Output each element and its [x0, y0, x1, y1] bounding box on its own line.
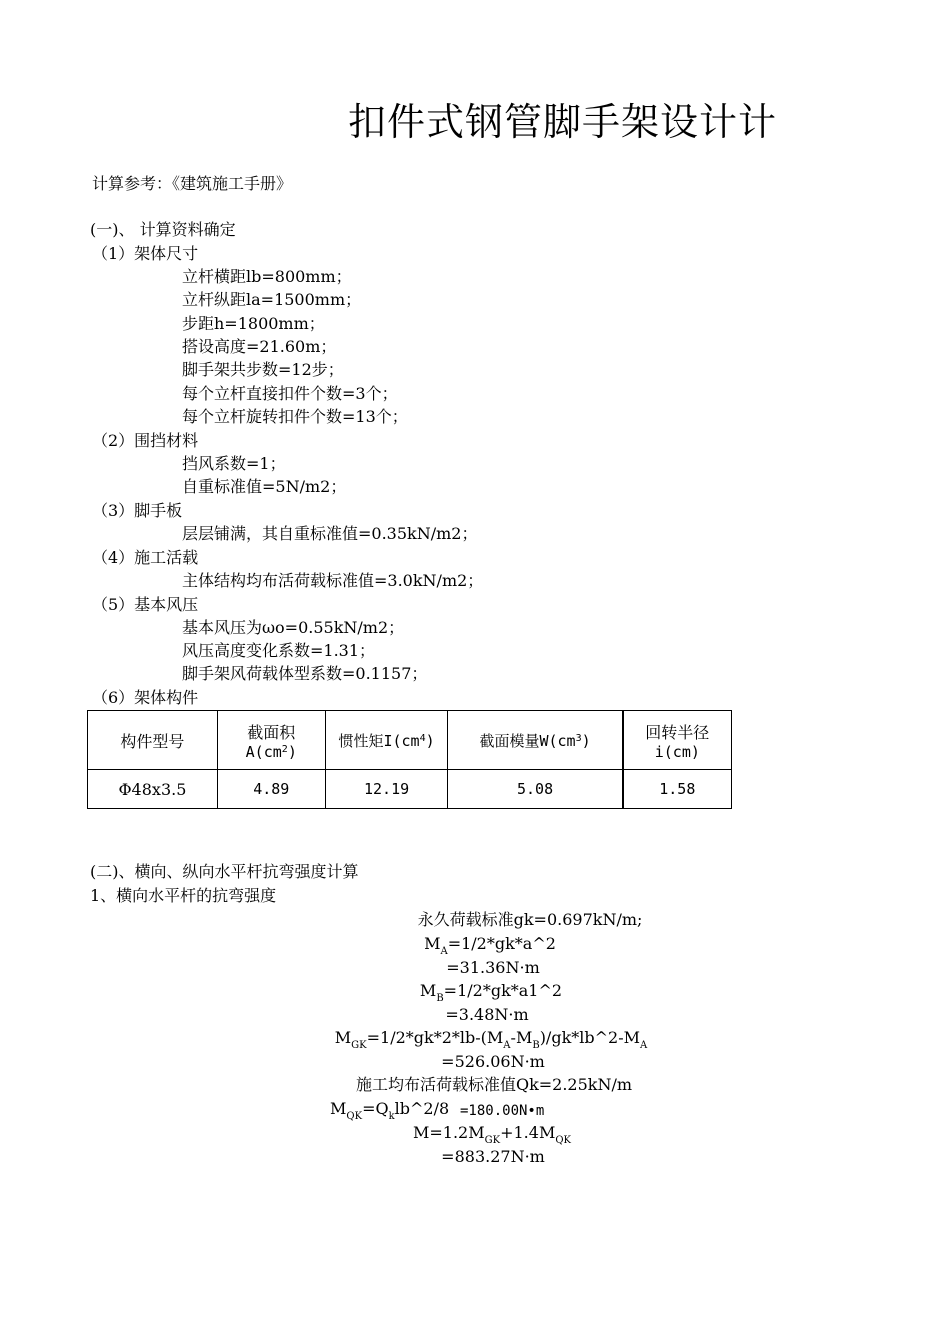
enclosure-line: 自重标准值=5N/m2；: [182, 477, 347, 496]
cell-area: 4.89: [217, 770, 325, 809]
calc-ma-value: =31.36N·m: [446, 958, 540, 977]
live-load-heading: （4）施工活载: [92, 548, 199, 567]
enclosure-heading: （2）围挡材料: [92, 431, 199, 450]
wind-heading: （5）基本风压: [92, 595, 199, 614]
cell-radius: 1.58: [623, 770, 732, 809]
reference-line: 计算参考：《建筑施工手册》: [92, 174, 293, 193]
document-title: 扣件式钢管脚手架设计计: [348, 100, 778, 144]
board-heading: （3）脚手板: [92, 501, 183, 520]
table-row: [88, 770, 732, 809]
frame-line: 搭设高度=21.60m；: [182, 337, 337, 356]
section2-heading: (二)、横向、纵向水平杆抗弯强度计算: [90, 862, 359, 881]
calc-m-value: =883.27N·m: [441, 1147, 545, 1166]
cell-member-type: Φ48x3.5: [88, 770, 218, 809]
section1-heading: (一)、 计算资料确定: [90, 220, 236, 239]
header-area-line1: 截面积: [247, 722, 296, 742]
frame-line: 每个立杆直接扣件个数=3个；: [182, 384, 398, 403]
frame-line: 立杆横距lb=800mm；: [182, 267, 352, 286]
calc-mb-formula: $M_B=1/2*gk*a1\^{}2$: [419, 981, 563, 1004]
calc-mgk-formula: $M_{GK}=1/2*gk*2*lb-(M_A-M_B)/gk*lb\^{}2-M_A$: [334, 1028, 648, 1051]
header-member-type: 构件型号: [88, 711, 218, 770]
frame-line: 步距h=1800mm；: [182, 314, 325, 333]
board-line: 层层铺满，其自重标准值=0.35kN/m2；: [182, 524, 478, 543]
calc-mqk-value: =180.00N•m: [460, 1103, 545, 1119]
wind-line: 基本风压为ωo=0.55kN/m2；: [182, 618, 405, 637]
live-load-line: 主体结构均布活荷载标准值=3.0kN/m2；: [182, 571, 484, 590]
calc-mb-value: =3.48N·m: [445, 1005, 529, 1024]
frame-line: 脚手架共步数=12步；: [182, 360, 344, 379]
calc-mqk-formula: $M_{QK}=Q_klb\^{}2/8$: [330, 1099, 450, 1122]
header-radius-line2: i(cm): [654, 742, 700, 761]
frame-line: 立杆纵距la=1500mm；: [182, 290, 362, 309]
members-heading: （6）架体构件: [92, 688, 199, 707]
header-radius: [623, 711, 732, 770]
cell-inertia: 12.19: [325, 770, 448, 809]
calc-ma-formula: $M_A=1/2*gk*a\^{}2$: [424, 934, 556, 957]
frame-line: 每个立杆旋转扣件个数=13个；: [182, 407, 408, 426]
header-area: [217, 711, 325, 770]
calc-qk: 施工均布活荷载标准值Qk=2.25kN/m: [355, 1075, 633, 1094]
calc-m-formula: $M=1.2M_{GK}+1.4M_{QK}$: [413, 1123, 571, 1146]
enclosure-line: 挡风系数=1；: [182, 454, 286, 473]
calc-gk: 永久荷载标准gk=0.697kN/m;: [417, 910, 643, 929]
section2-sub1: 1、横向水平杆的抗弯强度: [90, 886, 277, 905]
header-area-line2: $A(cm^2)$: [245, 742, 297, 761]
table-header-row: [88, 711, 732, 770]
wind-line: 脚手架风荷载体型系数=0.1157；: [182, 664, 428, 683]
frame-heading: （1）架体尺寸: [92, 244, 199, 263]
wind-line: 风压高度变化系数=1.31；: [182, 641, 376, 660]
header-inertia: 惯性矩$I(cm^4)$: [325, 711, 448, 770]
header-radius-line1: 回转半径: [645, 722, 710, 742]
cell-modulus: 5.08: [448, 770, 623, 809]
member-spec-table: [87, 710, 732, 809]
header-modulus: 截面模量$W(cm^3)$: [448, 711, 623, 770]
calc-mgk-value: =526.06N·m: [441, 1052, 545, 1071]
